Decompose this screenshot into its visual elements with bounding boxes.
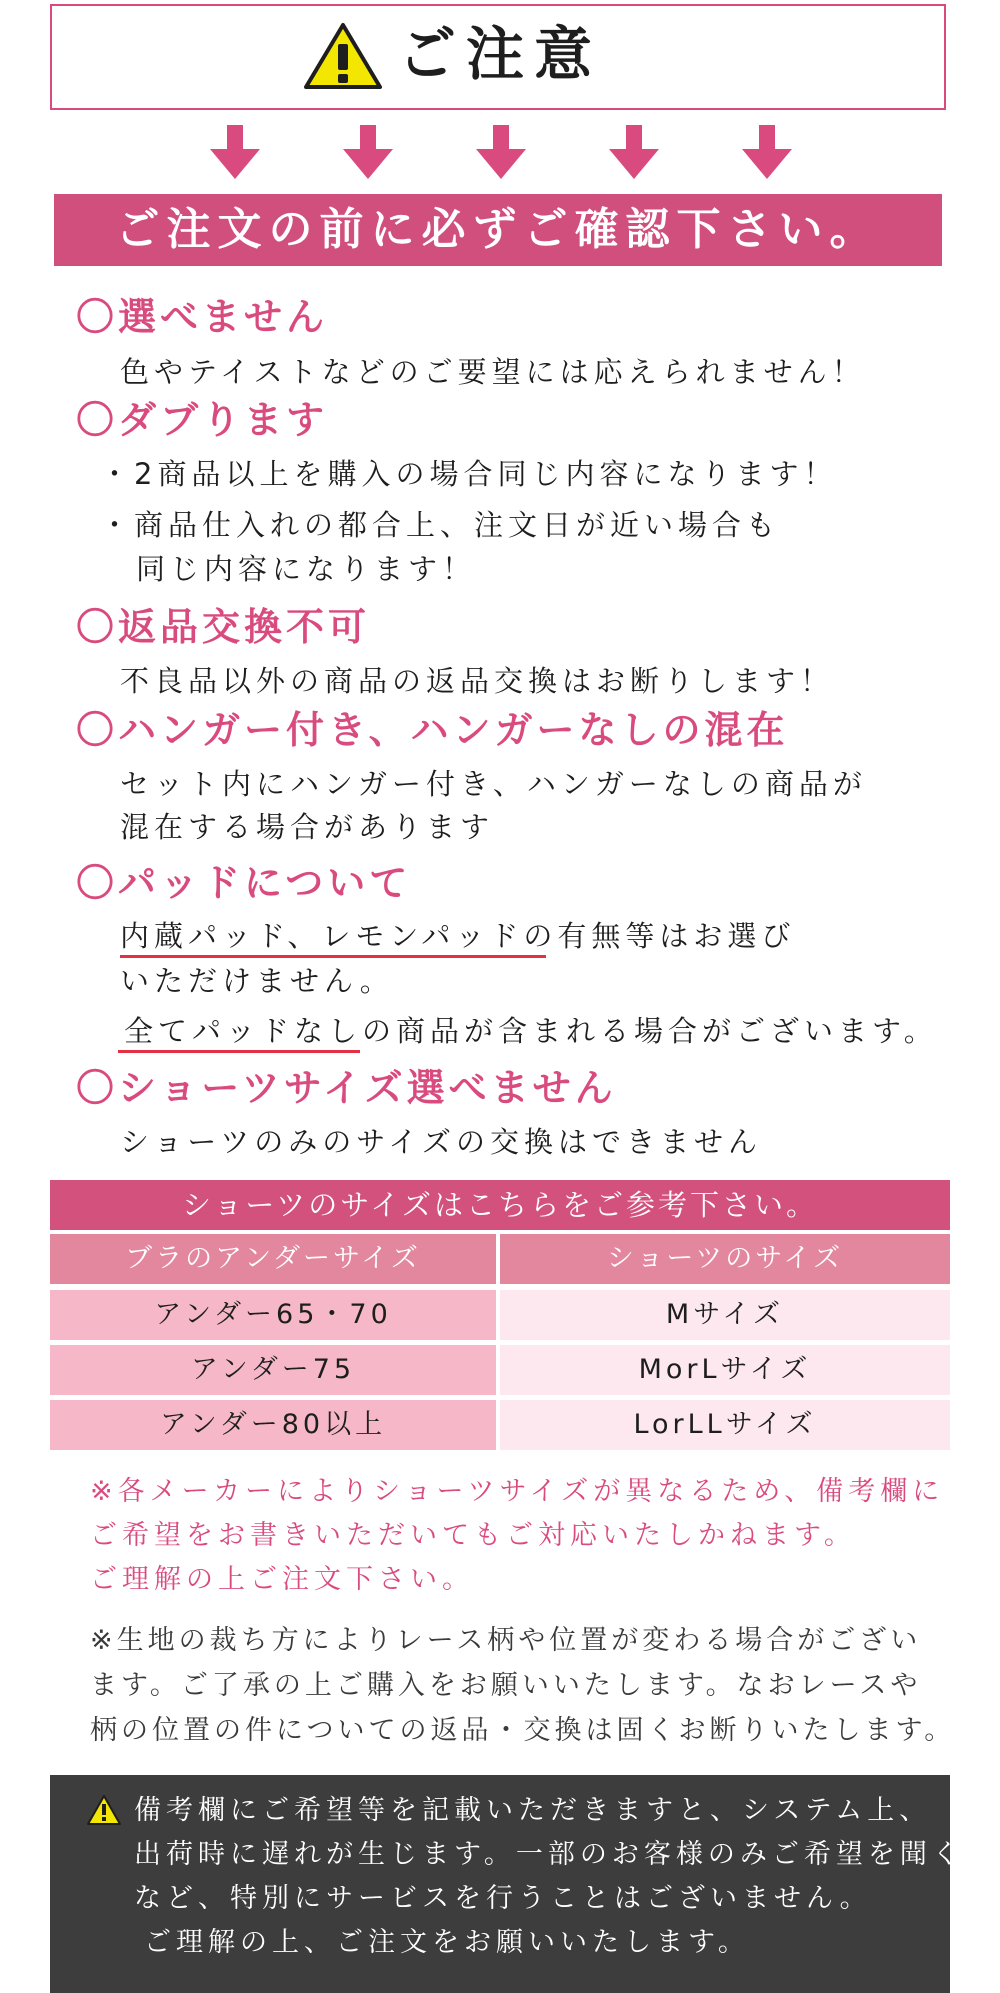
notice-line: ご理解の上、ご注文をお願いいたします。	[144, 1927, 750, 1958]
table-cell: MorLサイズ	[500, 1345, 950, 1395]
notice-line: 出荷時に遅れが生じます。一部のお客様のみご希望を聞く	[134, 1839, 964, 1870]
down-arrow-icon	[742, 125, 792, 179]
section-text: いただけません。	[120, 964, 394, 998]
section-text: 不良品以外の商品の返品交換はお断りします！	[120, 664, 835, 698]
section-text: 同じ内容になります！	[136, 552, 477, 586]
section-text: ・商品仕入れの都合上、注文日が近い場合も	[100, 508, 781, 542]
lace-note-line: 柄の位置の件についての返品・交換は固くお断りいたします。	[90, 1715, 956, 1746]
section-heading: 〇ハンガー付き、ハンガーなしの混在	[76, 708, 789, 752]
size-note-line: ご希望をお書きいただいてもご対応いたしかねます。	[90, 1520, 856, 1551]
red-underline	[118, 1050, 360, 1053]
table-header-shorts: ショーツのサイズ	[500, 1234, 950, 1284]
table-cell: アンダー75	[50, 1345, 496, 1395]
underlined-text: 内蔵パッド、レモンパッド	[120, 919, 524, 953]
section-heading: 〇ダブります	[76, 398, 329, 442]
notice-line: 備考欄にご希望等を記載いただきますと、システム上、	[134, 1795, 932, 1826]
table-cell: Mサイズ	[500, 1290, 950, 1340]
notice-line: など、特別にサービスを行うことはございません。	[134, 1883, 872, 1914]
section-text-rest: の商品が含まれる場合がございます。	[362, 1014, 938, 1048]
section-text: ショーツのみのサイズの交換はできません	[120, 1125, 762, 1159]
page-title: ご注意	[398, 20, 603, 88]
table-header-bra: ブラのアンダーサイズ	[50, 1234, 496, 1284]
section-text: セット内にハンガー付き、ハンガーなしの商品が	[120, 767, 867, 801]
notice-banner-text: ご注文の前に必ずご確認下さい。	[115, 204, 881, 255]
down-arrow-icon	[476, 125, 526, 179]
table-cell: LorLLサイズ	[500, 1400, 950, 1450]
warning-icon	[86, 1794, 122, 1826]
table-cell: アンダー80以上	[50, 1400, 496, 1450]
section-heading: 〇選べません	[76, 295, 329, 339]
section-text	[120, 915, 795, 957]
lace-note-line: ます。ご了承の上ご購入をお願いいたします。なおレースや	[90, 1670, 922, 1701]
size-note-line: ご理解の上ご注文下さい。	[90, 1564, 474, 1595]
warning-icon	[303, 22, 383, 90]
section-heading: 〇パッドについて	[76, 861, 412, 905]
section-text: 色やテイストなどのご要望には応えられません！	[120, 355, 866, 389]
section-heading: 〇返品交換不可	[76, 605, 371, 649]
section-text: 混在する場合があります	[120, 810, 495, 844]
down-arrow-icon	[609, 125, 659, 179]
down-arrow-icon	[343, 125, 393, 179]
section-text	[124, 1010, 938, 1052]
section-text: ・2商品以上を購入の場合同じ内容になります！	[100, 457, 838, 491]
size-note-line: ※各メーカーによりショーツサイズが異なるため、備考欄に	[90, 1476, 945, 1507]
down-arrow-icon	[210, 125, 260, 179]
lace-note-line: ※生地の裁ち方によりレース柄や位置が変わる場合がござい	[90, 1625, 922, 1656]
section-heading: 〇ショーツサイズ選べません	[76, 1066, 617, 1110]
size-table-caption: ショーツのサイズはこちらをご参考下さい。	[50, 1180, 950, 1230]
red-underline	[120, 955, 546, 958]
section-text-rest: の有無等はお選び	[523, 919, 796, 953]
underlined-text: 全てパッドなし	[124, 1014, 363, 1048]
table-cell: アンダー65・70	[50, 1290, 496, 1340]
